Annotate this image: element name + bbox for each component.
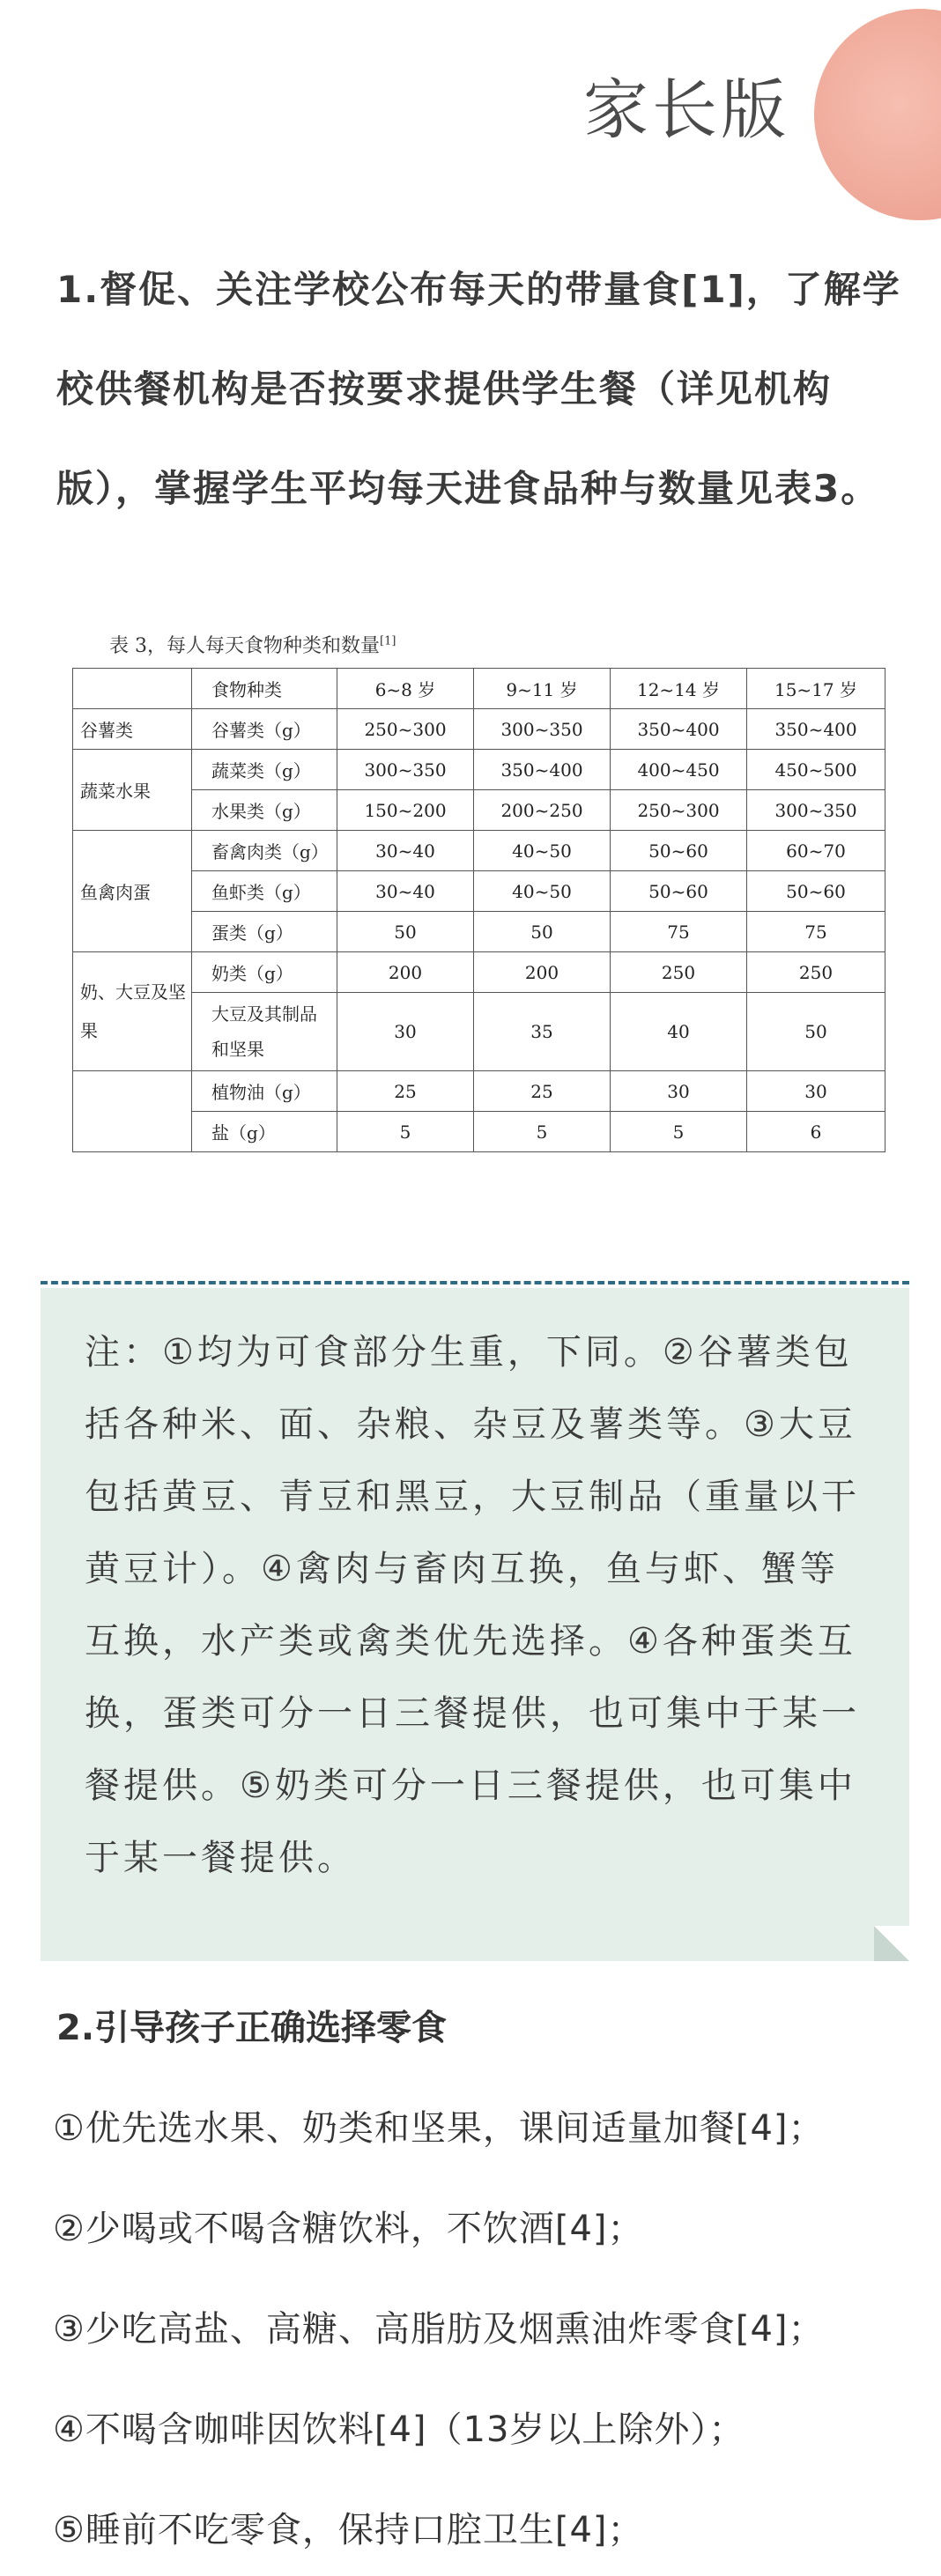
list-item: ③少吃高盐、高糖、高脂肪及烟熏油炸零食[4]；	[53, 2309, 825, 2350]
food-cell: 水果类（g）	[192, 790, 337, 831]
header-cell: 15~17 岁	[747, 669, 885, 709]
group-cell: 谷薯类	[73, 709, 192, 750]
value-cell: 75	[747, 912, 885, 952]
value-cell: 300~350	[747, 790, 885, 831]
value-cell: 40	[611, 993, 747, 1071]
value-cell: 50~60	[611, 871, 747, 912]
table-header-row	[73, 669, 885, 709]
food-cell: 植物油（g）	[192, 1071, 337, 1112]
value-cell: 5	[474, 1112, 611, 1152]
header-cell: 9~11 岁	[474, 669, 611, 709]
table-row	[73, 1112, 885, 1152]
value-cell: 40~50	[474, 831, 611, 871]
value-cell: 150~200	[337, 790, 474, 831]
table-row	[73, 831, 885, 871]
food-cell: 蛋类（g）	[192, 912, 337, 952]
value-cell: 250	[611, 952, 747, 993]
value-cell: 50	[474, 912, 611, 952]
food-cell: 畜禽肉类（g）	[192, 831, 337, 871]
group-cell: 奶、大豆及坚果	[73, 952, 192, 1071]
value-cell: 50	[747, 993, 885, 1071]
table-caption-ref: [1]	[380, 634, 396, 648]
note-folded-corner	[874, 1926, 909, 1961]
value-cell: 30	[611, 1071, 747, 1112]
value-cell: 30	[337, 993, 474, 1071]
value-cell: 50~60	[747, 871, 885, 912]
table-row	[73, 750, 885, 790]
list-item: ②少喝或不喝含糖饮料，不饮酒[4]；	[53, 2209, 644, 2249]
food-cell: 谷薯类（g）	[192, 709, 337, 750]
value-cell: 35	[474, 993, 611, 1071]
value-cell: 350~400	[474, 750, 611, 790]
header-cell: 12~14 岁	[611, 669, 747, 709]
value-cell: 5	[611, 1112, 747, 1152]
table-row	[73, 1071, 885, 1112]
table-row	[73, 871, 885, 912]
value-cell: 25	[337, 1071, 474, 1112]
value-cell: 30~40	[337, 871, 474, 912]
note-text: 注：①均为可食部分生重，下同。②谷薯类包括各种米、面、杂粮、杂豆及薯类等。③大豆包括黄豆、青豆和黑豆，大豆制品（重量以干黄豆计）。④禽肉与畜肉互换，鱼与虾、蟹等互换，水产类或禽类优先选择。④各种蛋类互换，蛋类可分一日三餐提供，也可集中于某一餐提供。⑤奶类可分一日三餐提供，也可集中于某一餐提供。	[85, 1332, 860, 1878]
value-cell: 30	[747, 1071, 885, 1112]
value-cell: 250~300	[337, 709, 474, 750]
decorative-circle	[814, 9, 941, 220]
value-cell: 50	[337, 912, 474, 952]
value-cell: 300~350	[474, 709, 611, 750]
food-cell: 奶类（g）	[192, 952, 337, 993]
food-cell: 大豆及其制品和坚果	[192, 993, 337, 1071]
value-cell: 5	[337, 1112, 474, 1152]
value-cell: 50~60	[611, 831, 747, 871]
value-cell: 300~350	[337, 750, 474, 790]
food-cell: 蔬菜类（g）	[192, 750, 337, 790]
table-caption	[109, 631, 396, 658]
food-cell: 鱼虾类（g）	[192, 871, 337, 912]
table-row	[73, 952, 885, 993]
value-cell: 60~70	[747, 831, 885, 871]
group-cell: 鱼禽肉蛋	[73, 831, 192, 952]
header-cell: 6~8 岁	[337, 669, 474, 709]
value-cell: 450~500	[747, 750, 885, 790]
value-cell: 250~300	[611, 790, 747, 831]
table-row	[73, 912, 885, 952]
value-cell: 6	[747, 1112, 885, 1152]
list-item: ⑤睡前不吃零食，保持口腔卫生[4]；	[53, 2510, 644, 2550]
table-row	[73, 709, 885, 750]
group-cell: 蔬菜水果	[73, 750, 192, 831]
value-cell: 25	[474, 1071, 611, 1112]
table-caption-text: 表 3，每人每天食物种类和数量	[109, 635, 380, 657]
food-cell: 盐（g）	[192, 1112, 337, 1152]
page-title: 家长版	[583, 72, 789, 148]
food-table	[72, 668, 885, 1152]
value-cell: 400~450	[611, 750, 747, 790]
value-cell: 200	[474, 952, 611, 993]
value-cell: 200	[337, 952, 474, 993]
dashed-divider	[41, 1281, 909, 1284]
list-item: ④不喝含咖啡因饮料[4]（13岁以上除外）；	[53, 2409, 745, 2450]
value-cell: 40~50	[474, 871, 611, 912]
value-cell: 350~400	[611, 709, 747, 750]
value-cell: 200~250	[474, 790, 611, 831]
table-row	[73, 790, 885, 831]
table-row	[73, 993, 885, 1071]
list-item: ①优先选水果、奶类和坚果，课间适量加餐[4]；	[53, 2108, 825, 2149]
value-cell: 75	[611, 912, 747, 952]
header-cell: 食物种类	[192, 669, 337, 709]
value-cell: 30~40	[337, 831, 474, 871]
value-cell: 250	[747, 952, 885, 993]
section2-title: 2.引导孩子正确选择零食	[56, 2008, 448, 2048]
section1-paragraph: 1.督促、关注学校公布每天的带量食[1]，了解学校供餐机构是否按要求提供学生餐（详见机构版），掌握学生平均每天进食品种与数量见表3。	[56, 268, 901, 510]
value-cell: 350~400	[747, 709, 885, 750]
